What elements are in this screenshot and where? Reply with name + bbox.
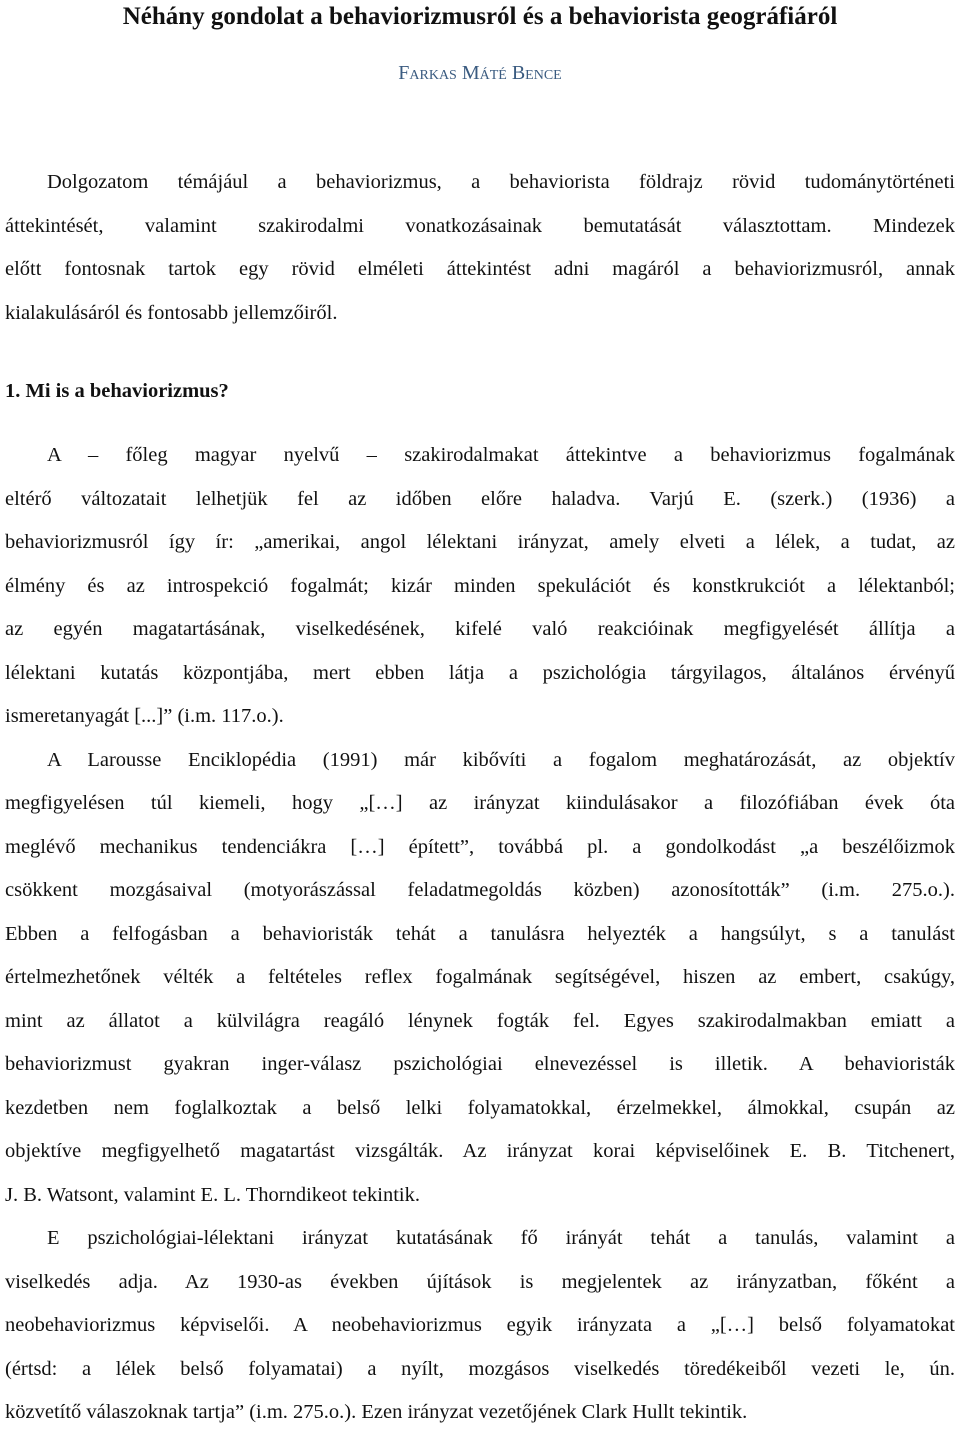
text-line: közvetítő válaszoknak tartja” (i.m. 275.o.). Ezen irányzat vezetőjének Clark Hullt tekintik.	[5, 1401, 748, 1423]
text-line: ismeretanyagát [...]” (i.m. 117.o.).	[5, 705, 284, 727]
text-line: objektíve megfigyelhető magatartást vizsgálták. Az irányzat korai képviselőinek E. B. Titchenert,	[5, 1140, 955, 1162]
text-line: élmény és az introspekció fogalmát; kizár minden spekulációt és konstkrukciót a lélektanból;	[5, 574, 955, 597]
text-line: csökkent mozgásaival (motyorászással feladatmegoldás közben) azonosították” (i.m. 275.o.).	[5, 879, 955, 901]
text-line: Dolgozatom témájául a behaviorizmus, a behaviorista földrajz rövid tudománytörténeti	[47, 171, 955, 193]
text-line: mint az állatot a külvilágra reagáló lénynek fogták fel. Egyes szakirodalmakban emiatt a	[5, 1009, 955, 1032]
text-line: lélektani kutatás központjába, mert ebben látja a pszichológia tárgyilagos, általános érvényű	[5, 661, 955, 684]
text-line: behaviorizmust gyakran inger-válasz pszichológiai elnevezéssel is illetik. A behavioristák	[5, 1053, 955, 1075]
document-title: Néhány gondolat a behaviorizmusról és a behaviorista geográfiáról	[122, 3, 838, 30]
section-heading: 1. Mi is a behaviorizmus?	[5, 380, 229, 402]
body-text	[5, 434, 955, 1435]
text-line: J. B. Watsont, valamint E. L. Thorndikeot tekintik.	[5, 1183, 420, 1206]
author-name: Farkas Máté Bence	[398, 62, 562, 84]
text-line: kezdetben nem foglalkoztak a belső lelki folyamatokkal, érzelmekkel, álmokkal, csupán az	[5, 1096, 955, 1119]
text-line: A – főleg magyar nyelvű – szakirodalmakat áttekintve a behaviorizmus fogalmának	[47, 444, 955, 466]
text-line: kialakulásáról és fontosabb jellemzőiről.	[5, 301, 338, 324]
text-line: eltérő változatait lelhetjük fel az időben előre haladva. Varjú E. (szerk.) (1936) a	[5, 487, 955, 510]
intro-paragraph	[5, 161, 955, 335]
text-line: (értsd: a lélek belső folyamatai) a nyílt, mozgásos viselkedés töredékeiből vezeti le, ún.	[5, 1357, 955, 1380]
text-line: értelmezhetőnek vélték a feltételes reflex fogalmának segítségével, hiszen az embert, csakúgy,	[5, 966, 955, 988]
text-line: előtt fontosnak tartok egy rövid elméleti áttekintést adni magáról a behaviorizmusról, annak	[5, 258, 955, 280]
text-line: A Larousse Enciklopédia (1991) már kibővíti a fogalom meghatározását, az objektív	[47, 748, 955, 771]
text-line: neobehaviorizmus képviselői. A neobehaviorizmus egyik irányzata a „[…] belső folyamatokat	[5, 1314, 955, 1336]
text-line: az egyén magatartásának, viselkedésének, kifelé való reakcióinak megfigyelését állítja a	[5, 618, 955, 640]
text-line: meglévő mechanikus tendenciákra […] épített”, továbbá pl. a gondolkodást „a beszélőizmok	[5, 835, 955, 858]
text-line: megfigyelésen túl kiemeli, hogy „[…] az irányzat kiindulásakor a filozófiában évek óta	[5, 792, 955, 814]
text-line: Ebben a felfogásban a behavioristák tehát a tanulásra helyezték a hangsúlyt, s a tanulást	[5, 922, 955, 945]
text-line: viselkedés adja. Az 1930-as években újítások is megjelentek az irányzatban, főként a	[5, 1270, 955, 1293]
text-line: behaviorizmusról így ír: „amerikai, angol lélektani irányzat, amely elveti a lélek, a tudat, az	[5, 531, 955, 553]
text-line: áttekintését, valamint szakirodalmi vonatkozásainak bemutatását választottam. Mindezek	[5, 214, 955, 237]
text-line: E pszichológiai-lélektani irányzat kutatásának fő irányát tehát a tanulás, valamint a	[47, 1227, 955, 1249]
